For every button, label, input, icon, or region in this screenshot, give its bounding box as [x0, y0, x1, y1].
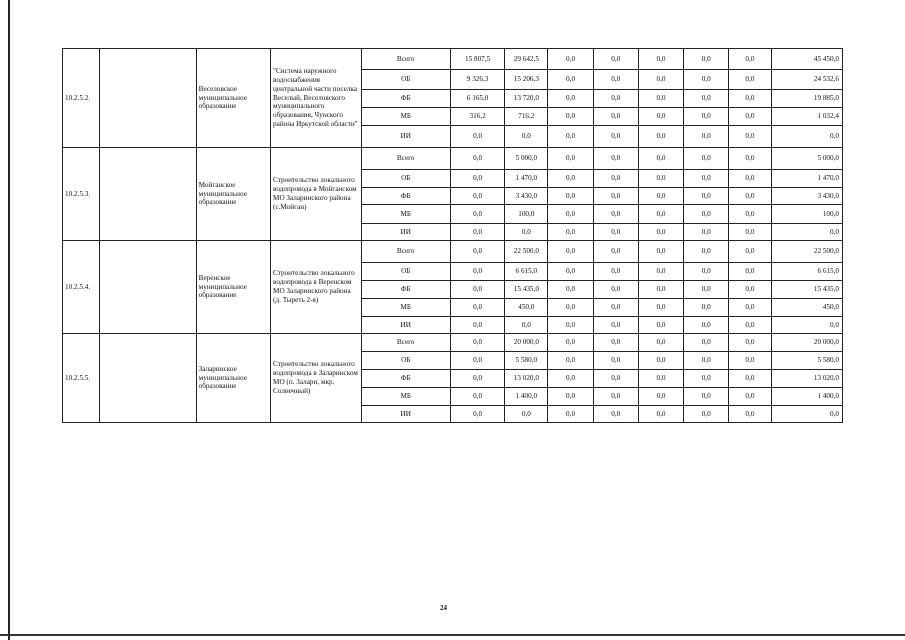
municipality-name: Мойганское муниципальное образование	[196, 148, 270, 241]
value-cell: 0,0	[450, 205, 504, 224]
value-cell: 0,0	[505, 317, 548, 334]
total-value-cell: 20 000,0	[771, 334, 842, 352]
funding-source: ОБ	[361, 263, 450, 281]
total-value-cell: 1 400,0	[771, 388, 842, 406]
value-cell: 0,0	[638, 299, 683, 317]
value-cell: 0,0	[450, 352, 504, 370]
value-cell: 0,0	[638, 170, 683, 188]
value-cell: 0,0	[638, 108, 683, 126]
value-cell: 0,0	[505, 126, 548, 148]
value-cell: 0,0	[548, 205, 593, 224]
value-cell: 0,0	[729, 70, 771, 90]
scan-border-bottom	[0, 634, 905, 636]
value-cell: 0,0	[450, 388, 504, 406]
page-number: 24	[440, 604, 447, 612]
value-cell: 0,0	[548, 370, 593, 388]
value-cell: 0,0	[729, 49, 771, 70]
value-cell: 0,0	[729, 317, 771, 334]
empty-cell	[100, 148, 196, 241]
value-cell: 0,0	[593, 317, 638, 334]
value-cell: 0,0	[638, 334, 683, 352]
value-cell: 0,0	[593, 126, 638, 148]
value-cell: 0,0	[450, 406, 504, 423]
value-cell: 1 400,0	[505, 388, 548, 406]
value-cell: 0,0	[684, 108, 729, 126]
value-cell: 0,0	[638, 241, 683, 263]
value-cell: 0,0	[729, 299, 771, 317]
value-cell: 0,0	[684, 224, 729, 241]
total-value-cell: 450,0	[771, 299, 842, 317]
value-cell: 0,0	[593, 188, 638, 205]
funding-source: ОБ	[361, 352, 450, 370]
value-cell: 0,0	[593, 224, 638, 241]
total-value-cell: 13 020,0	[771, 370, 842, 388]
value-cell: 0,0	[450, 263, 504, 281]
value-cell: 0,0	[638, 148, 683, 170]
funding-source: МБ	[361, 388, 450, 406]
value-cell: 6 615,0	[505, 263, 548, 281]
value-cell: 0,0	[729, 108, 771, 126]
value-cell: 0,0	[593, 205, 638, 224]
value-cell: 0,0	[684, 70, 729, 90]
total-value-cell: 1 470,0	[771, 170, 842, 188]
value-cell: 0,0	[684, 281, 729, 299]
value-cell: 0,0	[593, 148, 638, 170]
value-cell: 0,0	[548, 148, 593, 170]
value-cell: 0,0	[684, 370, 729, 388]
value-cell: 0,0	[729, 388, 771, 406]
value-cell: 0,0	[548, 263, 593, 281]
funding-source: ФБ	[361, 370, 450, 388]
total-value-cell: 100,0	[771, 205, 842, 224]
value-cell: 0,0	[684, 170, 729, 188]
value-cell: 0,0	[729, 90, 771, 108]
value-cell: 3 430,0	[505, 188, 548, 205]
total-value-cell: 0,0	[771, 317, 842, 334]
funding-source: ИИ	[361, 224, 450, 241]
value-cell: 0,0	[548, 317, 593, 334]
value-cell: 0,0	[684, 205, 729, 224]
value-cell: 9 326,3	[450, 70, 504, 90]
value-cell: 0,0	[548, 241, 593, 263]
value-cell: 0,0	[684, 388, 729, 406]
item-code: 10.2.5.2.	[63, 49, 100, 148]
value-cell: 0,0	[548, 70, 593, 90]
value-cell: 0,0	[450, 148, 504, 170]
value-cell: 0,0	[450, 281, 504, 299]
value-cell: 0,0	[729, 406, 771, 423]
value-cell: 0,0	[684, 299, 729, 317]
value-cell: 0,0	[729, 241, 771, 263]
value-cell: 0,0	[638, 70, 683, 90]
value-cell: 0,0	[593, 406, 638, 423]
value-cell: 0,0	[638, 317, 683, 334]
value-cell: 0,0	[548, 49, 593, 70]
value-cell: 0,0	[638, 90, 683, 108]
value-cell: 0,0	[450, 334, 504, 352]
value-cell: 0,0	[684, 241, 729, 263]
value-cell: 6 165,0	[450, 90, 504, 108]
value-cell: 5 000,0	[505, 148, 548, 170]
empty-cell	[100, 241, 196, 334]
value-cell: 0,0	[450, 317, 504, 334]
value-cell: 0,0	[638, 281, 683, 299]
table-row	[63, 334, 843, 352]
value-cell: 0,0	[593, 334, 638, 352]
value-cell: 0,0	[593, 170, 638, 188]
value-cell: 0,0	[450, 188, 504, 205]
value-cell: 450,0	[505, 299, 548, 317]
total-value-cell: 0,0	[771, 406, 842, 423]
total-value-cell: 6 615,0	[771, 263, 842, 281]
value-cell: 0,0	[593, 108, 638, 126]
value-cell: 0,0	[684, 406, 729, 423]
table-body	[63, 49, 843, 423]
value-cell: 0,0	[729, 126, 771, 148]
funding-source: МБ	[361, 299, 450, 317]
value-cell: 15 206,3	[505, 70, 548, 90]
funding-source: Всего	[361, 49, 450, 70]
value-cell: 0,0	[729, 188, 771, 205]
value-cell: 0,0	[729, 281, 771, 299]
funding-source: ИИ	[361, 126, 450, 148]
funding-source: ОБ	[361, 170, 450, 188]
value-cell: 0,0	[638, 205, 683, 224]
value-cell: 22 500,0	[505, 241, 548, 263]
value-cell: 0,0	[450, 241, 504, 263]
object-name: Строительство локального водопровода в Мойганском МО Заларинского района (с.Мойган)	[271, 148, 361, 241]
value-cell: 0,0	[729, 148, 771, 170]
empty-cell	[100, 334, 196, 423]
budget-table	[62, 48, 843, 423]
value-cell: 0,0	[593, 299, 638, 317]
value-cell: 0,0	[548, 170, 593, 188]
object-name: Строительство локального водопровода в Веренском МО Заларинского района (д. Тыреть 2-я)	[271, 241, 361, 334]
value-cell: 0,0	[548, 281, 593, 299]
value-cell: 0,0	[638, 49, 683, 70]
value-cell: 0,0	[548, 299, 593, 317]
municipality-name: Веренское муниципальное образование	[196, 241, 270, 334]
value-cell: 0,0	[593, 370, 638, 388]
total-value-cell: 0,0	[771, 224, 842, 241]
total-value-cell: 5 000,0	[771, 148, 842, 170]
value-cell: 0,0	[548, 388, 593, 406]
funding-source: ФБ	[361, 90, 450, 108]
value-cell: 5 580,0	[505, 352, 548, 370]
value-cell: 0,0	[593, 388, 638, 406]
municipality-name: Заларинское муниципальное образование	[196, 334, 270, 423]
value-cell: 0,0	[593, 263, 638, 281]
value-cell: 0,0	[505, 224, 548, 241]
value-cell: 0,0	[684, 49, 729, 70]
value-cell: 0,0	[548, 406, 593, 423]
value-cell: 0,0	[593, 352, 638, 370]
value-cell: 0,0	[729, 263, 771, 281]
item-code: 10.2.5.4.	[63, 241, 100, 334]
value-cell: 0,0	[638, 370, 683, 388]
object-name: Строительство локального водопровода в Заларинском МО (п. Залари, мкр. Солнечный)	[271, 334, 361, 423]
value-cell: 0,0	[729, 170, 771, 188]
scan-border-left	[8, 0, 10, 640]
value-cell: 0,0	[729, 205, 771, 224]
value-cell: 15 807,5	[450, 49, 504, 70]
value-cell: 0,0	[638, 388, 683, 406]
value-cell: 13 020,0	[505, 370, 548, 388]
value-cell: 0,0	[548, 224, 593, 241]
value-cell: 0,0	[593, 281, 638, 299]
value-cell: 0,0	[548, 126, 593, 148]
funding-source: Всего	[361, 334, 450, 352]
value-cell: 0,0	[684, 90, 729, 108]
funding-source: ОБ	[361, 70, 450, 90]
value-cell: 0,0	[638, 263, 683, 281]
total-value-cell: 15 435,0	[771, 281, 842, 299]
total-value-cell: 22 500,0	[771, 241, 842, 263]
value-cell: 0,0	[505, 406, 548, 423]
value-cell: 0,0	[450, 224, 504, 241]
value-cell: 100,0	[505, 205, 548, 224]
value-cell: 0,0	[729, 370, 771, 388]
table-row	[63, 241, 843, 263]
funding-source: Всего	[361, 241, 450, 263]
empty-cell	[100, 49, 196, 148]
value-cell: 20 000,0	[505, 334, 548, 352]
value-cell: 0,0	[548, 108, 593, 126]
value-cell: 0,0	[593, 70, 638, 90]
total-value-cell: 0,0	[771, 126, 842, 148]
value-cell: 15 435,0	[505, 281, 548, 299]
total-value-cell: 45 450,0	[771, 49, 842, 70]
funding-source: Всего	[361, 148, 450, 170]
value-cell: 0,0	[548, 188, 593, 205]
value-cell: 0,0	[450, 370, 504, 388]
value-cell: 0,0	[638, 406, 683, 423]
value-cell: 0,0	[684, 352, 729, 370]
value-cell: 0,0	[684, 334, 729, 352]
total-value-cell: 1 032,4	[771, 108, 842, 126]
municipality-name: Веселовское муниципальное образование	[196, 49, 270, 148]
value-cell: 0,0	[684, 317, 729, 334]
total-value-cell: 3 430,0	[771, 188, 842, 205]
value-cell: 316,2	[450, 108, 504, 126]
value-cell: 716,2	[505, 108, 548, 126]
value-cell: 0,0	[684, 148, 729, 170]
total-value-cell: 24 532,6	[771, 70, 842, 90]
value-cell: 0,0	[729, 224, 771, 241]
funding-source: МБ	[361, 108, 450, 126]
value-cell: 0,0	[450, 126, 504, 148]
value-cell: 0,0	[450, 299, 504, 317]
value-cell: 0,0	[548, 90, 593, 108]
funding-source: ИИ	[361, 317, 450, 334]
value-cell: 0,0	[729, 352, 771, 370]
table-row	[63, 148, 843, 170]
value-cell: 0,0	[684, 263, 729, 281]
value-cell: 0,0	[638, 224, 683, 241]
value-cell: 29 642,5	[505, 49, 548, 70]
value-cell: 0,0	[684, 126, 729, 148]
value-cell: 0,0	[593, 241, 638, 263]
value-cell: 0,0	[548, 334, 593, 352]
value-cell: 0,0	[593, 90, 638, 108]
value-cell: 1 470,0	[505, 170, 548, 188]
item-code: 10.2.5.5.	[63, 334, 100, 423]
item-code: 10.2.5.3.	[63, 148, 100, 241]
value-cell: 0,0	[638, 188, 683, 205]
funding-source: ФБ	[361, 188, 450, 205]
funding-source: ФБ	[361, 281, 450, 299]
value-cell: 0,0	[548, 352, 593, 370]
value-cell: 0,0	[638, 352, 683, 370]
value-cell: 0,0	[593, 49, 638, 70]
total-value-cell: 19 885,0	[771, 90, 842, 108]
object-name: "Система наружного водоснабжения центральной части поселка Веселый, Веселовского муниципального образования, Чунского района Иркутской области"	[271, 49, 361, 148]
value-cell: 0,0	[729, 334, 771, 352]
funding-source: ИИ	[361, 406, 450, 423]
value-cell: 0,0	[638, 126, 683, 148]
value-cell: 0,0	[684, 188, 729, 205]
funding-source: МБ	[361, 205, 450, 224]
total-value-cell: 5 580,0	[771, 352, 842, 370]
value-cell: 13 720,0	[505, 90, 548, 108]
value-cell: 0,0	[450, 170, 504, 188]
table-row	[63, 49, 843, 70]
